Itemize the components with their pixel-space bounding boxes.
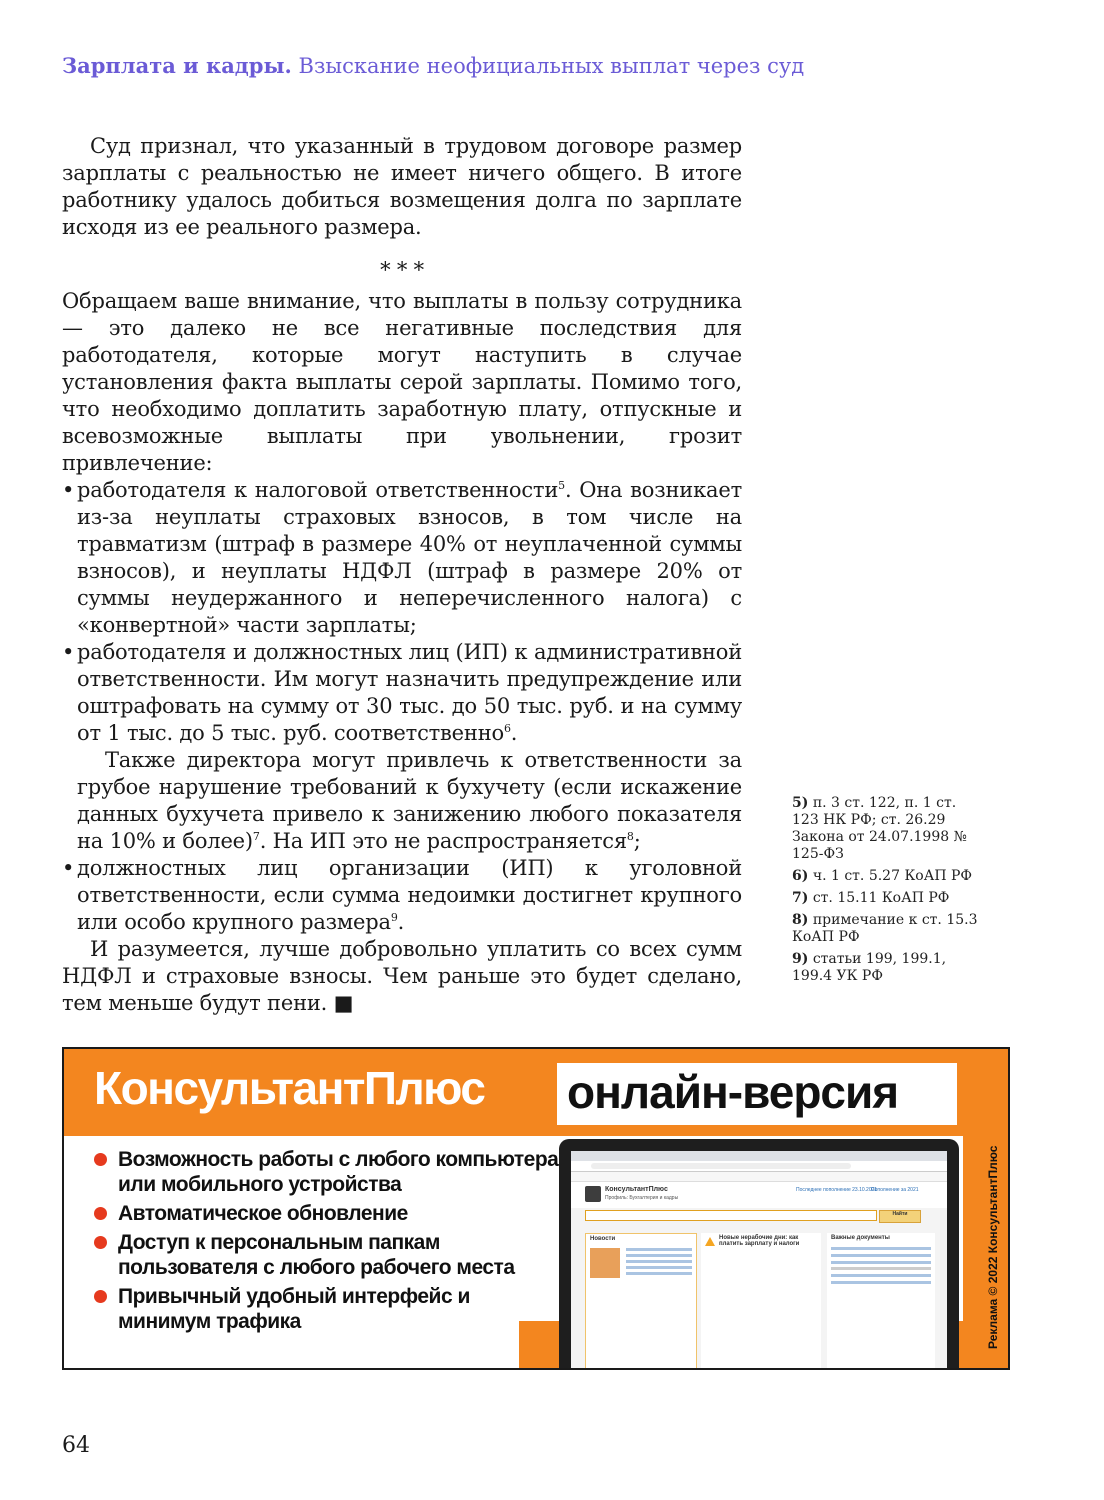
sub-paragraph: Также директора могут привлечь к ответственности за грубое нарушение требований к бухучету (если искажение данных бухучета привело к занижению любого показателя на 10% и более)$^7$. На ИП это не распространяется$^8$;: [77, 748, 742, 853]
footnotes: [792, 795, 982, 990]
site-profile: Профиль: Бухгалтерия и кадры: [605, 1195, 679, 1201]
site-columns: [585, 1233, 935, 1368]
footnote-ref: 8: [626, 830, 634, 843]
footnote-ref: 7: [252, 830, 260, 843]
bullet-dot-icon: [94, 1153, 107, 1166]
bullet-dot-icon: [94, 1290, 107, 1303]
text-line: [626, 1260, 692, 1263]
site-brand: КонсультантПлюс: [605, 1186, 668, 1193]
ad-feature: Возможность работы с любого компьютера или мобильного устройства: [94, 1147, 564, 1197]
bullet-dot-icon: [94, 1207, 107, 1220]
logo-icon: [585, 1186, 601, 1202]
ad-feature: Привычный удобный интерфейс и минимум трафика: [94, 1284, 564, 1334]
text-line: [626, 1272, 692, 1275]
footnote-ref: 9: [390, 911, 398, 924]
ad-version-label: онлайн-версия: [567, 1066, 899, 1118]
browser-address-bar: [571, 1161, 947, 1172]
site-header: [571, 1182, 947, 1208]
url-field: [591, 1163, 851, 1169]
ad-feature: Автоматическое обновление: [94, 1201, 564, 1226]
news-title: Новости: [590, 1236, 616, 1242]
footnote: 8) примечание к ст. 15.3 КоАП РФ: [792, 912, 978, 945]
article-title: Взыскание неофициальных выплат через суд: [298, 54, 805, 78]
documents-title: Важные документы: [831, 1235, 890, 1241]
separator: * * *: [380, 258, 424, 282]
footnote: 5) п. 3 ст. 122, п. 1 ст. 123 НК РФ; ст. 26.29 Закона от 24.07.1998 № 125-ФЗ: [792, 795, 967, 862]
text-line: [831, 1281, 931, 1284]
section-name: Зарплата и кадры.: [62, 53, 292, 78]
browser-tabs: [571, 1151, 947, 1161]
site-search-input: [585, 1210, 877, 1221]
page-number: 64: [62, 1433, 90, 1458]
site-search-button: Найти: [879, 1210, 921, 1223]
footnote-ref: 6: [503, 722, 511, 735]
text-line: [626, 1266, 692, 1269]
browser-bookmarks: [571, 1172, 947, 1182]
bullet-dot-icon: [94, 1236, 107, 1249]
feature-panel: [701, 1233, 821, 1368]
text-line: [626, 1248, 692, 1251]
text-line: [831, 1254, 931, 1257]
screen-preview: [571, 1151, 947, 1368]
text-line: [831, 1261, 931, 1264]
ad-feature: Доступ к персональным папкам пользователя с любого рабочего места: [94, 1230, 564, 1280]
list-item: • работодателя и должностных лиц (ИП) к административной ответственности. Им могут назначить предупреждение или оштрафовать на сумму от 30 тыс. до 50 тыс. руб. и на сумму от 1 тыс. до 5 тыс. руб. соответственно$^6$.: [62, 639, 742, 747]
paragraph-1: Суд признал, что указанный в трудовом договоре размер зарплаты с реальностью не имеет ничего общего. В итоге работнику удалось добиться возмещения долга по зарплате исходя из ее реального размера.: [62, 134, 742, 239]
footnote: 6) ч. 1 ст. 5.27 КоАП РФ: [792, 868, 973, 884]
site-link-year: Пополнение за 2021: [871, 1187, 919, 1193]
laptop-mockup: [559, 1139, 959, 1368]
footnote: 7) ст. 15.11 КоАП РФ: [792, 890, 950, 906]
consequences-list: [62, 477, 742, 747]
warning-icon: [705, 1237, 715, 1246]
text-line: [831, 1247, 931, 1250]
news-image: [590, 1248, 620, 1278]
ad-brand: КонсультантПлюс: [94, 1062, 485, 1114]
ad-disclaimer: Реклама © 2022 КонсультантПлюс: [986, 1145, 1000, 1349]
feature-title: Новые нерабочие дни: как платить зарплату и налоги: [719, 1235, 800, 1247]
paragraph-3: И разумеется, лучше добровольно уплатить со всех сумм НДФЛ и страховые взносы. Чем раньше это будет сделано, тем меньше будут пени. ■: [62, 937, 742, 1015]
text-line: [831, 1274, 931, 1277]
site-link-update: Последнее пополнение 23.10.2021: [796, 1187, 878, 1193]
running-header: [62, 53, 804, 78]
footnote-ref: 5: [558, 479, 565, 492]
documents-panel: [827, 1233, 935, 1368]
site-search: [571, 1208, 947, 1222]
main-text: [62, 133, 742, 1017]
news-panel: [585, 1233, 697, 1368]
list-item: • работодателя к налоговой ответственности$^5$. Она возникает из-за неуплаты страховых взносов, в том числе на травматизм (штраф в размере 40% от неуплаченной суммы взносов), и неуплаты НДФЛ (штраф в размере 20% от суммы неудержанного и неперечисленного налога) с «конвертной» части зарплаты;: [62, 477, 742, 639]
footnote: 9) статьи 199, 199.1, 199.4 УК РФ: [792, 951, 947, 984]
ad-feature-list: [94, 1147, 564, 1338]
consequences-list-2: [62, 855, 742, 936]
text-line: [626, 1254, 692, 1257]
list-item: • должностных лиц организации (ИП) к уголовной ответственности, если сумма недоимки достигнет крупного или особо крупного размера$^9$.: [62, 855, 742, 936]
paragraph-2: Обращаем ваше внимание, что выплаты в пользу сотрудника — это далеко не все негативные последствия для работодателя, которые могут наступить в случае установления факта выплаты серой зарплаты. Помимо того, что необходимо доплатить заработную плату, отпускные и всевозможные выплаты при увольнении, грозит привлечение:: [62, 289, 742, 475]
text-line: [831, 1267, 931, 1270]
advertisement-banner[interactable]: [62, 1047, 1010, 1370]
